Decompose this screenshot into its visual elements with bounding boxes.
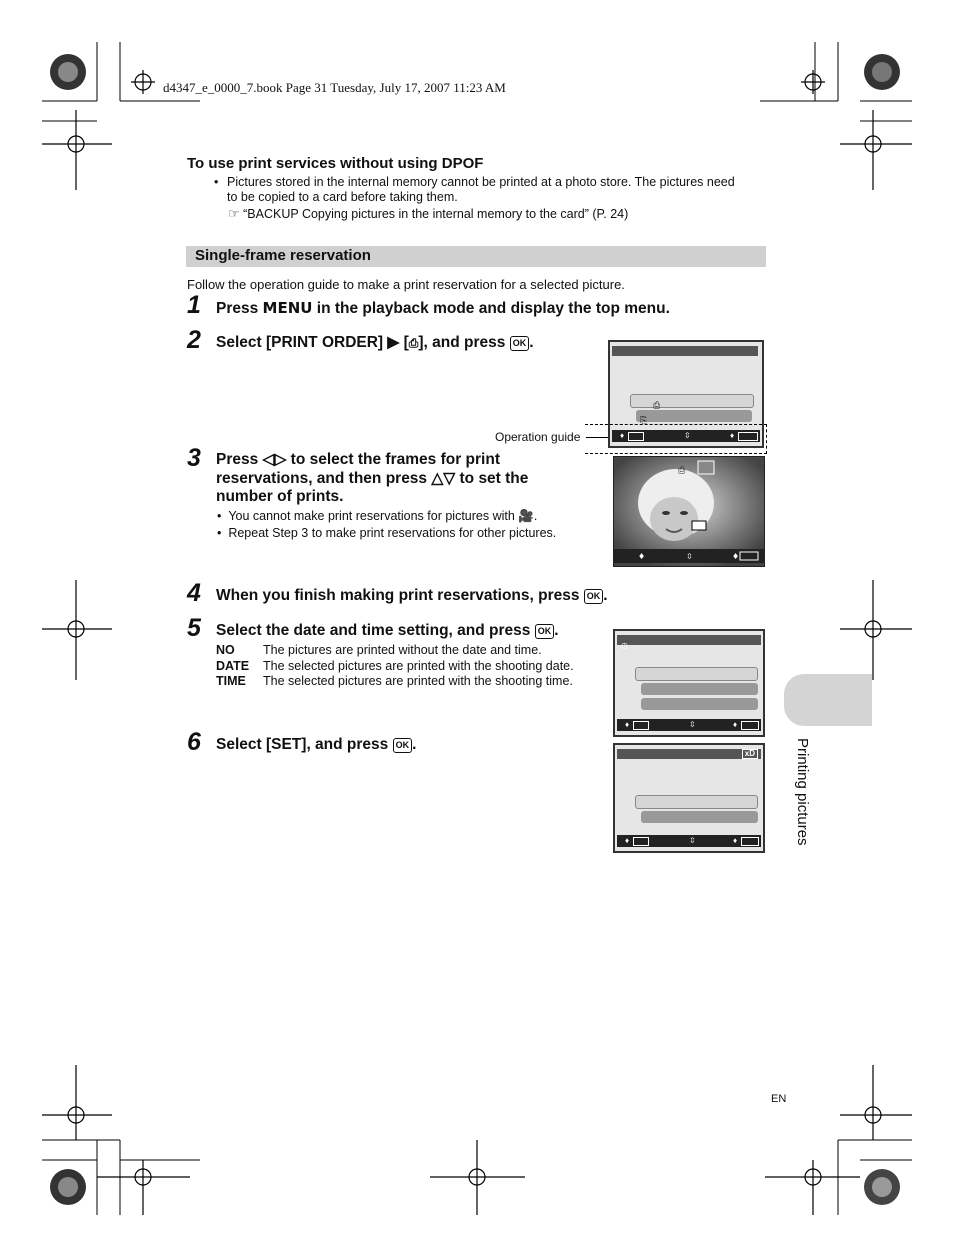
table-row: TIME The selected pictures are printed with the shooting time. xyxy=(216,674,573,688)
chapter-tab xyxy=(784,674,872,726)
camera-screen-set: xD ♦ ⇳ ♦ xyxy=(613,743,765,853)
step-2-text: Select [PRINT ORDER] ▶ [⎙], and press OK . xyxy=(216,334,534,351)
section-title: Single-frame reservation xyxy=(195,247,371,264)
step-4-text: When you finish making print reservations, press OK . xyxy=(216,587,608,604)
movie-icon: 🎥 xyxy=(518,509,534,523)
ok-button-icon: OK xyxy=(535,624,555,639)
camera-screen-date-setting: ◷ ♦ ⇳ ♦ xyxy=(613,629,765,737)
dpof-reference: ☞ “BACKUP Copying pictures in the internal memory to the card” (P. 24) xyxy=(228,206,629,221)
step-number: 6 xyxy=(187,728,201,756)
page-language: EN xyxy=(771,1093,787,1105)
step-number: 5 xyxy=(187,614,201,642)
step-3-bullets: • You cannot make print reservations for pictures with 🎥. • Repeat Step 3 to make print reservations for other pictures. xyxy=(217,509,557,540)
camera-screen-print-order: ⎙ ⎘ ♦ ⇳ ♦ xyxy=(608,340,764,448)
step-5-text: Select the date and time setting, and press OK . xyxy=(216,622,559,639)
step-1-text: Press MENU in the playback mode and display the top menu. xyxy=(216,299,670,317)
table-row: NO The pictures are printed without the date and time. xyxy=(216,643,542,657)
child-photo-image xyxy=(614,457,764,566)
chapter-tab-label: Printing pictures xyxy=(794,738,811,846)
step-3-text: Press ◁▷ to select the frames for print reservations, and then press △▽ to set the number of prints. xyxy=(216,451,529,505)
step-number: 3 xyxy=(187,444,201,472)
table-row: DATE The selected pictures are printed with the shooting date. xyxy=(216,658,574,673)
date-options-table xyxy=(216,643,574,690)
ok-button-icon: OK xyxy=(510,336,530,351)
xd-card-icon: xD xyxy=(742,749,758,759)
dpof-bullet: • Pictures stored in the internal memory cannot be printed at a photo store. The pictures need to be copied to a card before taking them. xyxy=(214,175,735,204)
ok-button-icon: OK xyxy=(584,589,604,604)
section-intro: Follow the operation guide to make a print reservation for a selected picture. xyxy=(187,277,625,292)
reference-icon: ☞ xyxy=(228,206,240,221)
svg-text:♦: ♦ xyxy=(638,552,646,561)
step-number: 4 xyxy=(187,579,201,607)
svg-text:♦: ♦ xyxy=(732,552,740,561)
book-header: d4347_e_0000_7.book Page 31 Tuesday, July 17, 2007 11:23 AM xyxy=(163,80,506,95)
camera-screen-photo xyxy=(613,456,765,567)
svg-text:⇳: ⇳ xyxy=(686,552,693,561)
step-number: 1 xyxy=(187,291,201,319)
operation-guide-label: Operation guide xyxy=(495,430,581,444)
ok-button-icon: OK xyxy=(393,738,413,753)
print-icon: ⎙ xyxy=(408,336,419,350)
step-6-text: Select [SET], and press OK . xyxy=(216,736,417,753)
step-number: 2 xyxy=(187,326,201,354)
dpof-heading: To use print services without using DPOF xyxy=(187,155,484,172)
svg-text:⎙: ⎙ xyxy=(678,466,686,476)
operation-guide-callout xyxy=(585,424,767,454)
